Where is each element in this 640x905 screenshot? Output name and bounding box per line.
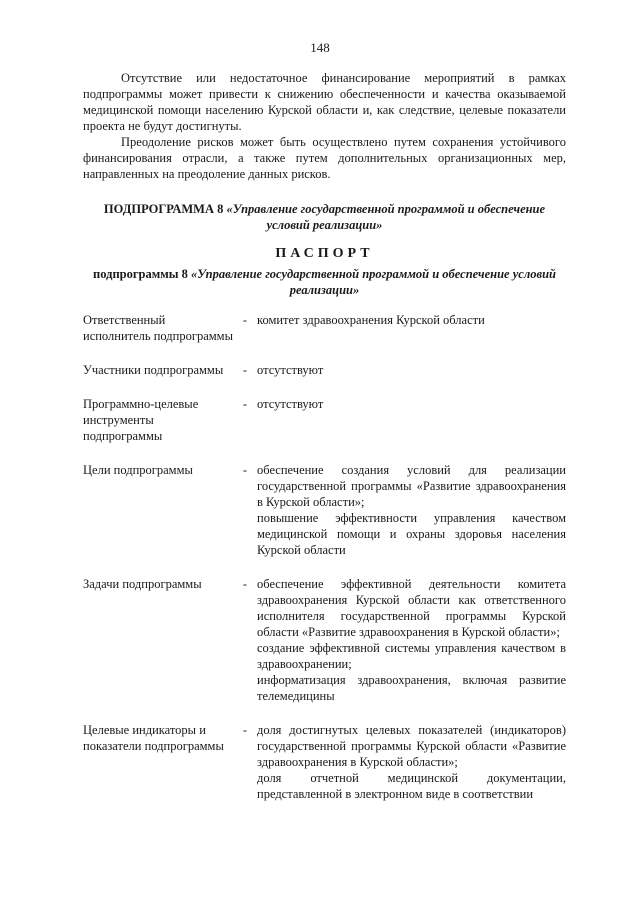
passport-subtitle-title: «Управление государственной программой и обеспечение условий реализации» (191, 267, 556, 297)
row-value-line: отсутствуют (257, 363, 324, 377)
row-value (257, 722, 566, 802)
row-dash: - (242, 397, 248, 411)
passport-row-instruments (83, 396, 566, 444)
row-value-line: информатизация здравоохранения, включая развитие телемедицины (257, 673, 566, 703)
passport-subtitle-prefix: подпрограммы 8 (93, 267, 192, 281)
subprogram-heading-prefix: ПОДПРОГРАММА 8 (103, 202, 227, 216)
row-value-line: создание эффективной системы управления качеством в здравоохранении; (257, 641, 566, 671)
row-value (257, 362, 566, 378)
row-label: Целевые индикаторы и показатели подпрограммы (83, 723, 224, 753)
row-value (257, 576, 566, 704)
row-dash: - (242, 577, 248, 591)
row-dash: - (242, 463, 248, 477)
intro-text (83, 70, 566, 182)
passport-row-participants (83, 362, 566, 378)
passport-row-responsible (83, 312, 566, 344)
row-value-line: доля достигнутых целевых показателей (индикаторов) государственной программы Курской области «Развитие здравоохранения в Курской области»; (257, 723, 566, 769)
row-value-line: повышение эффективности управления качеством медицинской помощи и охраны здоровья населения Курской области (257, 511, 566, 557)
passport-table (83, 312, 566, 802)
row-value-line: комитет здравоохранения Курской области (257, 313, 485, 327)
row-dash: - (242, 723, 248, 737)
subprogram-heading-title: «Управление государственной программой и обеспечение условий реализации» (226, 202, 546, 232)
row-label: Участники подпрограммы (83, 363, 224, 377)
row-value-line: доля отчетной медицинской документации, представленной в электронном виде в соответствии (257, 771, 566, 801)
passport-subtitle (83, 266, 566, 298)
passport-title: ПАСПОРТ (275, 246, 374, 261)
row-value (257, 462, 566, 558)
row-label: Ответственный исполнитель подпрограммы (83, 313, 233, 343)
row-dash: - (242, 313, 248, 327)
passport-row-indicators (83, 722, 566, 802)
row-label: Программно-целевые инструменты подпрограммы (83, 397, 199, 443)
row-value (257, 396, 566, 444)
row-label: Задачи подпрограммы (83, 577, 202, 591)
page-number: 148 (310, 40, 330, 55)
row-value-line: обеспечение эффективной деятельности комитета здравоохранения Курской области как ответственного исполнителя государственной программы Курской области «Развитие здравоохранения в Курской области»; (257, 577, 566, 639)
row-label: Цели подпрограммы (83, 463, 193, 477)
row-value-line: обеспечение создания условий для реализации государственной программы «Развитие здравоохранения в Курской области»; (257, 463, 566, 509)
intro-paragraph-1: Отсутствие или недостаточное финансирование мероприятий в рамках подпрограммы может привести к снижению обеспеченности и качества оказываемой медицинской помощи населению Курской области и, как следствие, целевые показатели проекта не будут достигнуты. (83, 71, 566, 133)
row-dash: - (242, 363, 248, 377)
subprogram-heading (83, 201, 566, 233)
row-value (257, 312, 566, 344)
passport-row-goals (83, 462, 566, 558)
intro-paragraph-2: Преодоление рисков может быть осуществлено путем сохранения устойчивого финансирования отрасли, а также путем дополнительных организационных мер, направленных на преодоление данных рисков. (83, 135, 566, 181)
row-value-line: отсутствуют (257, 397, 324, 411)
passport-row-tasks (83, 576, 566, 704)
